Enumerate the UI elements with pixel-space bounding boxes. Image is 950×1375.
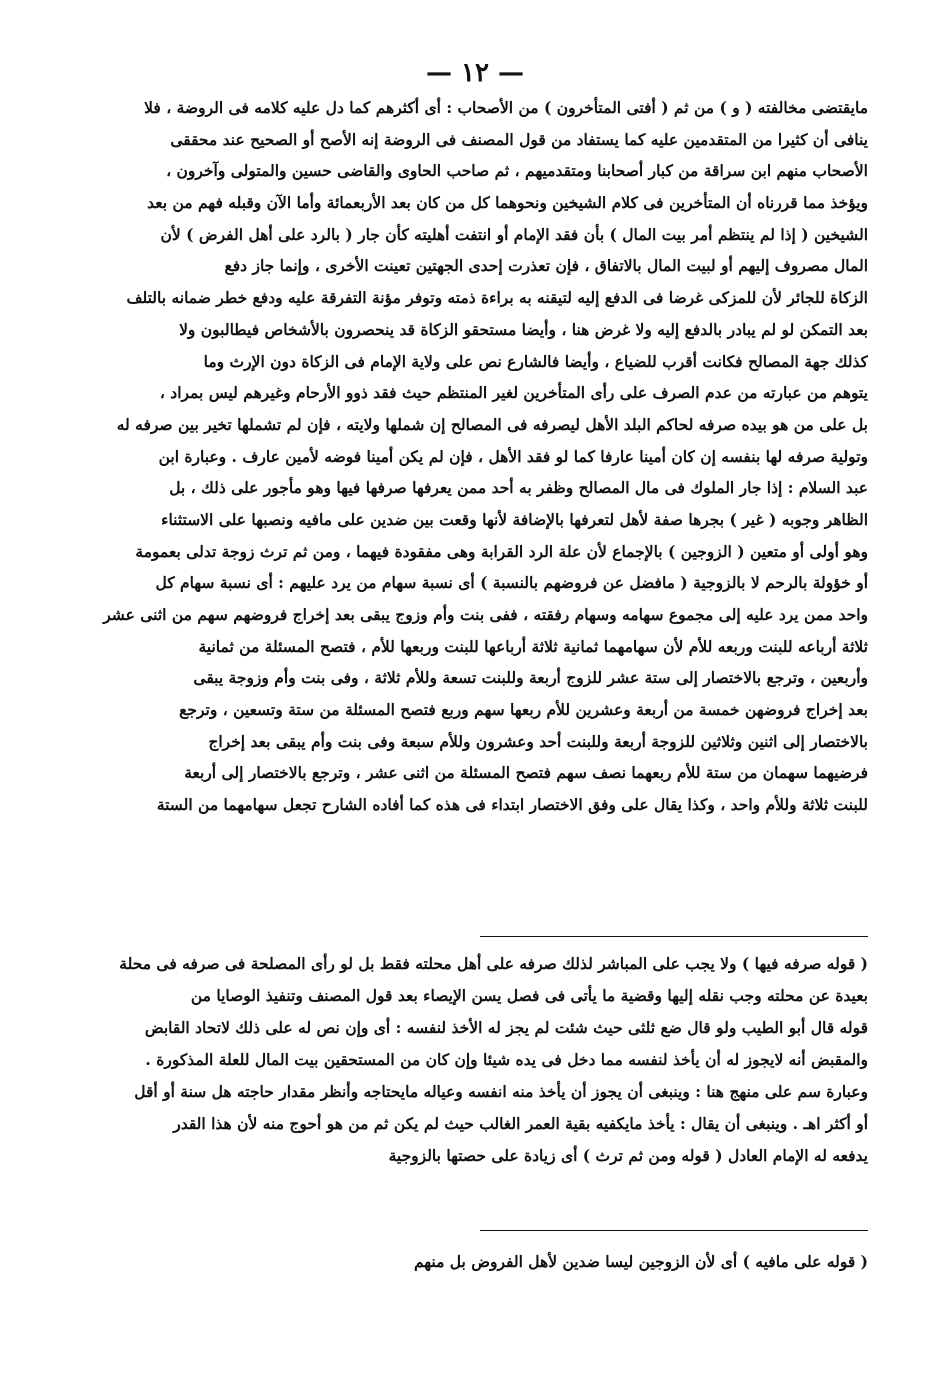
text-line: بعد التمكن لو لم يبادر بالدفع إليه ولا غرض هنا ، وأيضا مستحقو الزكاة قد ينحصرون بالأشخاص فيطالبون ولا xyxy=(179,319,868,339)
text-line: أو خؤولة بالرحم لا بالزوجية ( مافضل عن فروضهم بالنسبة ) أى نسبة سهام من يرد عليهم : أى نسبة سهام كل xyxy=(155,573,868,593)
text-line: المال مصروف إليهم أو لبيت المال بالاتفاق ، فإن تعذرت إحدى الجهتين تعينت الأخرى ، وإنما جاز دفع xyxy=(224,256,868,276)
text-line: عبد السلام : إذا جار الملوك فى مال المصالح وظفر به أحد ممن يعرفها صرفها فيها وهو مأجور على ذلك ، بل xyxy=(169,478,868,498)
footnote-line: قوله قال أبو الطيب ولو قال ضع ثلثى حيث شئت لم يجز له الأخذ لنفسه : أى وإن نص له على ذلك لاتحاد القابض xyxy=(144,1018,868,1037)
footnote-divider-second xyxy=(480,1230,868,1231)
footnotes-block xyxy=(82,948,868,1172)
footnote-line: ( قوله صرفه فيها ) ولا يجب على المباشر لذلك صرفه على أهل محلته فقط بل لو رأى المصلحة فى صرفه فى محلة xyxy=(119,954,868,973)
text-line: وهو أولى أو متعين ( الزوجين ) بالإجماع لأن علة الرد القرابة وهى مفقودة فيهما ، ومن ثم ترث زوجة تدلى بعمومة xyxy=(135,541,868,561)
text-line: وتولية صرفه لها بنفسه إن كان أمينا عارفا كما لو فقد الأهل ، فإن لم يكن أمينا فوضه لأمين عارف . وعبارة ابن xyxy=(158,446,868,466)
text-line: بل على من هو بيده صرفه لحاكم البلد الأهل ليصرفه فى المصالح إن شملها ولايته ، فإن لم تشملها تخير بين صرفه له xyxy=(116,414,868,434)
footnote-line: بعيدة عن محلته وجب نقله إليها وقضية ما يأتى فى فصل يسن الإيصاء بعد قول المصنف وتنفيذ الوصايا من xyxy=(190,986,868,1005)
footnote-last-block xyxy=(82,1246,868,1278)
text-line: للبنت ثلاثة وللأم واحد ، وكذا يقال على وفق الاختصار ابتداء فى هذه كما أفاده الشارح تجعل سهامهما من الستة xyxy=(156,795,868,815)
text-line: وأربعين ، وترجع بالاختصار إلى ستة عشر للزوج أربعة وللبنت تسعة وللأم ثلاثة ، وفى بنت وأم وزوجة يبقى xyxy=(193,668,868,688)
text-line: بعد إخراج فروضهن خمسة من أربعة وعشرين للأم ربعها سهم وربع فتصح المسئلة من ستة وتسعين ، وترجع xyxy=(179,700,868,720)
footnote-line: يدفعه له الإمام العادل ( قوله ومن ثم ترث ) أى زيادة على حصتها بالزوجية xyxy=(388,1146,868,1165)
text-line: الزكاة للجائر لأن للمزكى غرضا فى الدفع إليه لتيقنه به براءة ذمته وتوفر مؤنة التفرقة عليه ودفع خطر ضمانه بالتلف xyxy=(126,288,868,308)
footnote-line: ( قوله على مافيه ) أى لأن الزوجين ليسا ضدين لأهل الفروض بل منهم xyxy=(413,1252,868,1271)
text-line: فرضيهما سهمان من ستة للأم ربعهما نصف سهم فتصح المسئلة من اثنى عشر ، وترجع بالاختصار إلى أربعة xyxy=(184,763,868,783)
main-text-body xyxy=(82,92,868,821)
text-line: واحد ممن يرد عليه إلى مجموع سهامه وسهام رفقته ، ففى بنت وأم وزوج يبقى بعد إخراج فروضهم سهم من اثنى عشر xyxy=(103,605,868,624)
text-line: مايقتضى مخالفته ( و ) من ثم ( أفتى المتأخرون ) من الأصحاب : أى أكثرهم كما دل عليه كلامه فى الروضة ، فلا xyxy=(144,98,868,117)
text-line: كذلك جهة المصالح فكانت أقرب للضياع ، وأيضا فالشارع نص على ولاية الإمام فى الزكاة دون الإرث وما xyxy=(203,351,868,371)
text-line: الشيخين ( إذا لم ينتظم أمر بيت المال ) بأن فقد الإمام أو انتفت أهليته كأن جار ( بالرد على أهل الفرض ) لأن xyxy=(160,224,868,244)
text-line: ثلاثة أرباعه للبنت وربعه للأم لأن سهامهما ثمانية ثلاثة أرباعها للبنت وربعها للأم ، فتصح المسئلة من ثمانية xyxy=(198,636,868,656)
footnote-divider xyxy=(480,936,868,937)
text-line: بالاختصار إلى اثنين وثلاثين للزوجة أربعة وللبنت أحد وعشرون وللأم سبعة وفى بنت وأم يبقى بعد إخراج xyxy=(208,731,868,751)
text-line: الأصحاب منهم ابن سراقة من كبار أصحابنا ومتقدميهم ، ثم صاحب الحاوى والقاضى حسين والمتولى وآخرون ، xyxy=(166,161,868,181)
footnote-line: وعبارة سم على منهج هنا : وينبغى أن يجوز أن يأخذ منه انفسه وعياله مايحتاجه وأنظر مقدار حاجته هل سنة أو أقل xyxy=(134,1082,868,1101)
text-line: ينافى أن كثيرا من المتقدمين عليه كما يستفاد من قول المصنف فى الروضة إنه الأصح أو الصحيح عند محققى xyxy=(170,129,868,149)
text-line: ويؤخذ مما قررناه أن المتأخرين فى كلام الشيخين ونحوهما كل من كان بعد الأربعمائة وأما الآن وقبله فهم من بعد xyxy=(147,193,868,213)
text-line: الظاهر وجوبه ( غير ) بجرها صفة لأهل لتعرفها بالإضافة لأنها وقعت بين ضدين على مافيه ونصبها على الاستثناء xyxy=(161,509,868,529)
footnote-line: أو أكثر اهـ . وينبغى أن يقال : يأخذ مايكفيه بقية العمر الغالب حيث لم يكن ثم من هو أحوج منه لأن هذا القدر xyxy=(173,1114,868,1133)
page-number: — ١٢ — xyxy=(425,58,525,88)
footnote-line: والمقبض أنه لايجوز له أن يأخذ لنفسه مما دخل فى يده شيئا وإن كان من المستحقين بيت المال للعلة المذكورة . xyxy=(145,1050,868,1069)
text-line: يتوهم من عبارته من عدم الصرف على رأى المتأخرين لغير المنتظم حيث فقد ذوو الأرحام وغيرهم ليس بمراد ، xyxy=(159,383,868,403)
